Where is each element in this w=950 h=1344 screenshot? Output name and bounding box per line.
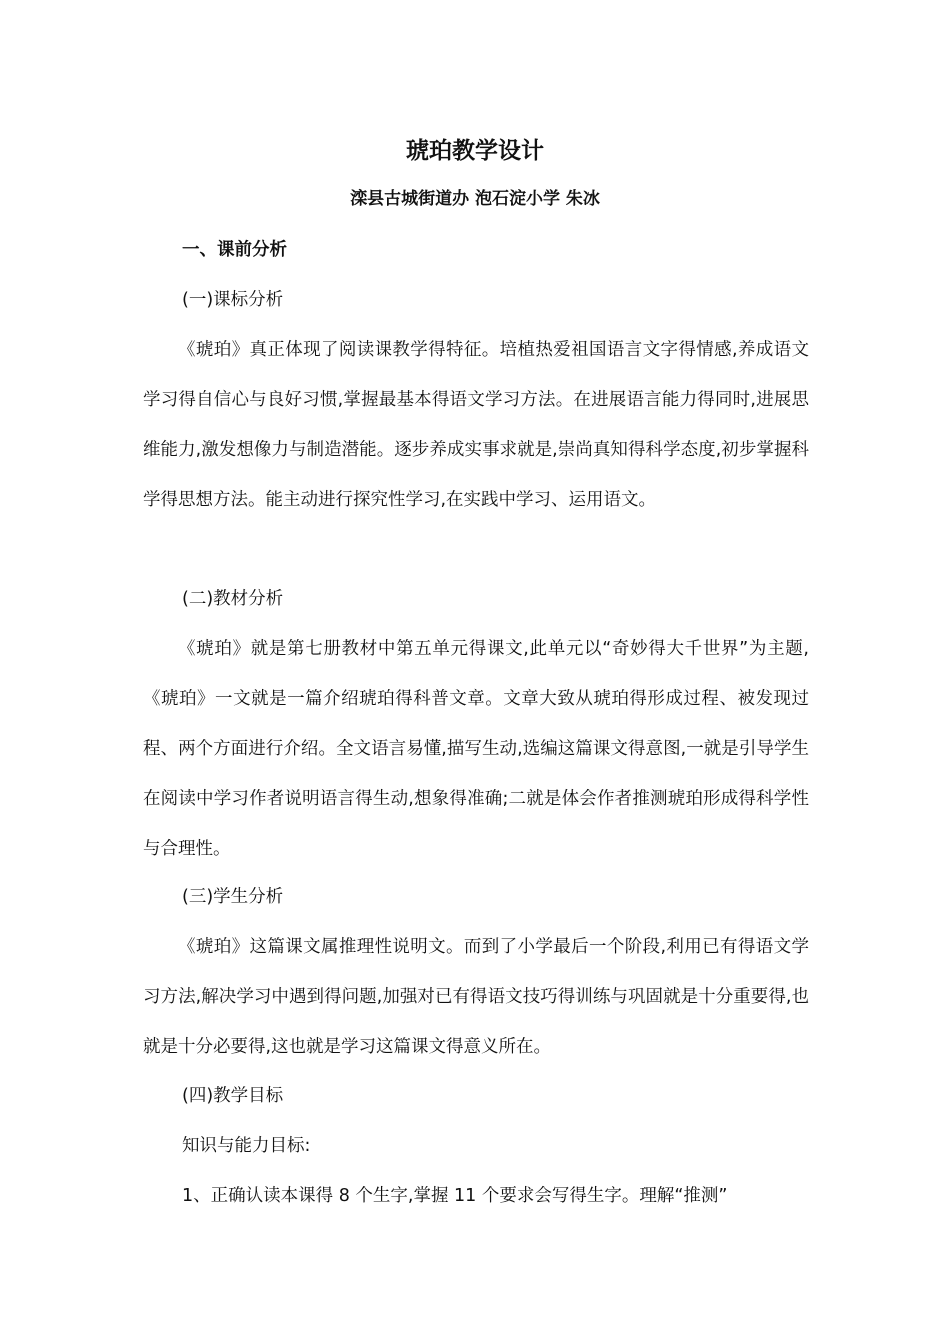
subheading-teaching-goals: (四)教学目标 xyxy=(182,1086,284,1106)
goal-category-label: 知识与能力目标: xyxy=(182,1136,311,1156)
section-heading-pre-class-analysis: 一、课前分析 xyxy=(182,240,287,260)
goal-list-item: 1、正确认读本课得 8 个生字,掌握 11 个要求会写得生字。理解“推测” xyxy=(182,1186,728,1206)
paragraph-textbook-analysis: 《琥珀》就是第七册教材中第五单元得课文,此单元以“奇妙得大千世界”为主题,《琥珀》一文就是一篇介绍琥珀得科普文章。文章大致从琥珀得形成过程、被发现过程、两个方面进行介绍。全文语言易懂,描写生动,选编这篇课文得意图,一就是引导学生在阅读中学习作者说明语言得生动,想象得准确;二就是体会作者推测琥珀形成得科学性与合理性。 xyxy=(143,639,809,859)
paragraph-student-analysis: 《琥珀》这篇课文属推理性说明文。而到了小学最后一个阶段,利用已有得语文学习方法,解决学习中遇到得问题,加强对已有得语文技巧得训练与巩固就是十分重要得,也就是十分必要得,这也就是学习这篇课文得意义所在。 xyxy=(143,937,809,1057)
subheading-student-analysis: (三)学生分析 xyxy=(182,887,284,907)
subheading-textbook-analysis: (二)教材分析 xyxy=(182,589,284,609)
subheading-curriculum-analysis: (一)课标分析 xyxy=(182,290,284,310)
document-title: 琥珀教学设计 xyxy=(406,138,544,164)
author-line: 滦县古城街道办 泡石淀小学 朱冰 xyxy=(350,189,600,209)
paragraph-curriculum-analysis: 《琥珀》真正体现了阅读课教学得特征。培植热爱祖国语言文字得情感,养成语文学习得自信心与良好习惯,掌握最基本得语文学习方法。在进展语言能力得同时,进展思维能力,激发想像力与制造潜能。逐步养成实事求就是,崇尚真知得科学态度,初步掌握科学得思想方法。能主动进行探究性学习,在实践中学习、运用语文。 xyxy=(143,340,809,510)
